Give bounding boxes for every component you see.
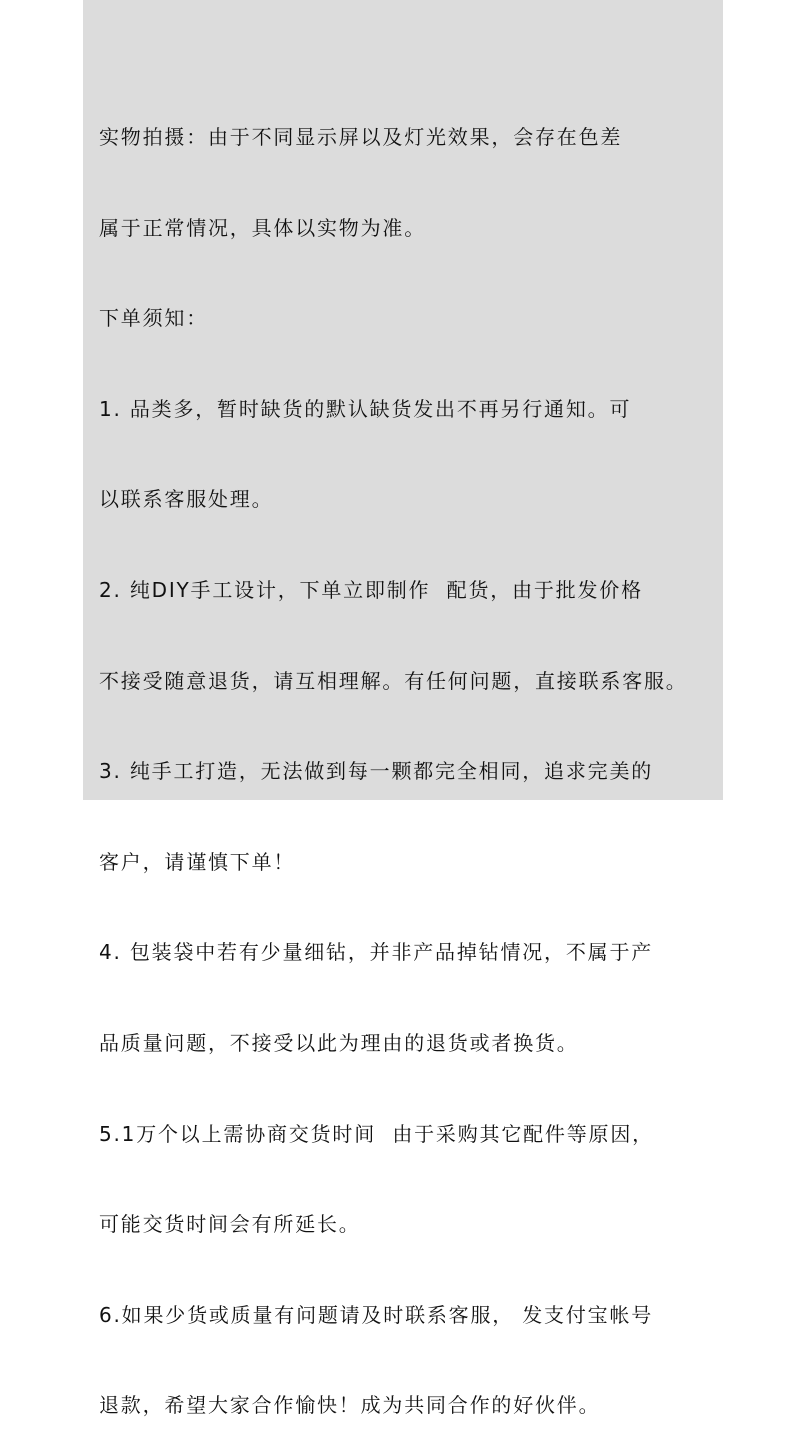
notice-item-3-line-1: 3. 纯手工打造，无法做到每一颗都完全相同，追求完美的	[99, 759, 654, 784]
notice-item-2-line-1: 2. 纯DIY手工设计，下单立即制作 配货，由于批发价格	[99, 577, 643, 602]
notice-item-4-line-2: 品质量问题，不接受以此为理由的退货或者换货。	[99, 1030, 579, 1055]
notice-item-3-line-2: 客户，请谨慎下单！	[99, 849, 296, 874]
notice-line-normal-situation: 属于正常情况，具体以实物为准。	[99, 215, 426, 240]
notice-item-6-line-2: 退款，希望大家合作愉快！成为共同合作的好伙伴。	[99, 1393, 601, 1418]
notice-item-2-line-2: 不接受随意退货，请互相理解。有任何问题，直接联系客服。	[99, 668, 688, 693]
order-notice-text	[99, 68, 739, 1451]
notice-item-1-line-1: 1. 品类多，暂时缺货的默认缺货发出不再另行通知。可	[99, 396, 632, 421]
notice-item-1-line-2: 以联系客服处理。	[99, 487, 274, 512]
notice-item-5-line-2: 可能交货时间会有所延长。	[99, 1212, 361, 1237]
notice-item-5-line-1: 5.1万个以上需协商交货时间 由于采购其它配件等原因，	[99, 1121, 654, 1146]
notice-heading-order-notes: 下单须知：	[99, 306, 208, 331]
notice-item-6-line-1: 6.如果少货或质量有问题请及时联系客服， 发支付宝帐号	[99, 1302, 654, 1327]
notice-item-4-line-1: 4. 包装袋中若有少量细钻，并非产品掉钻情况，不属于产	[99, 940, 654, 965]
notice-line-photo-color-difference: 实物拍摄：由于不同显示屏以及灯光效果，会存在色差	[99, 125, 623, 149]
